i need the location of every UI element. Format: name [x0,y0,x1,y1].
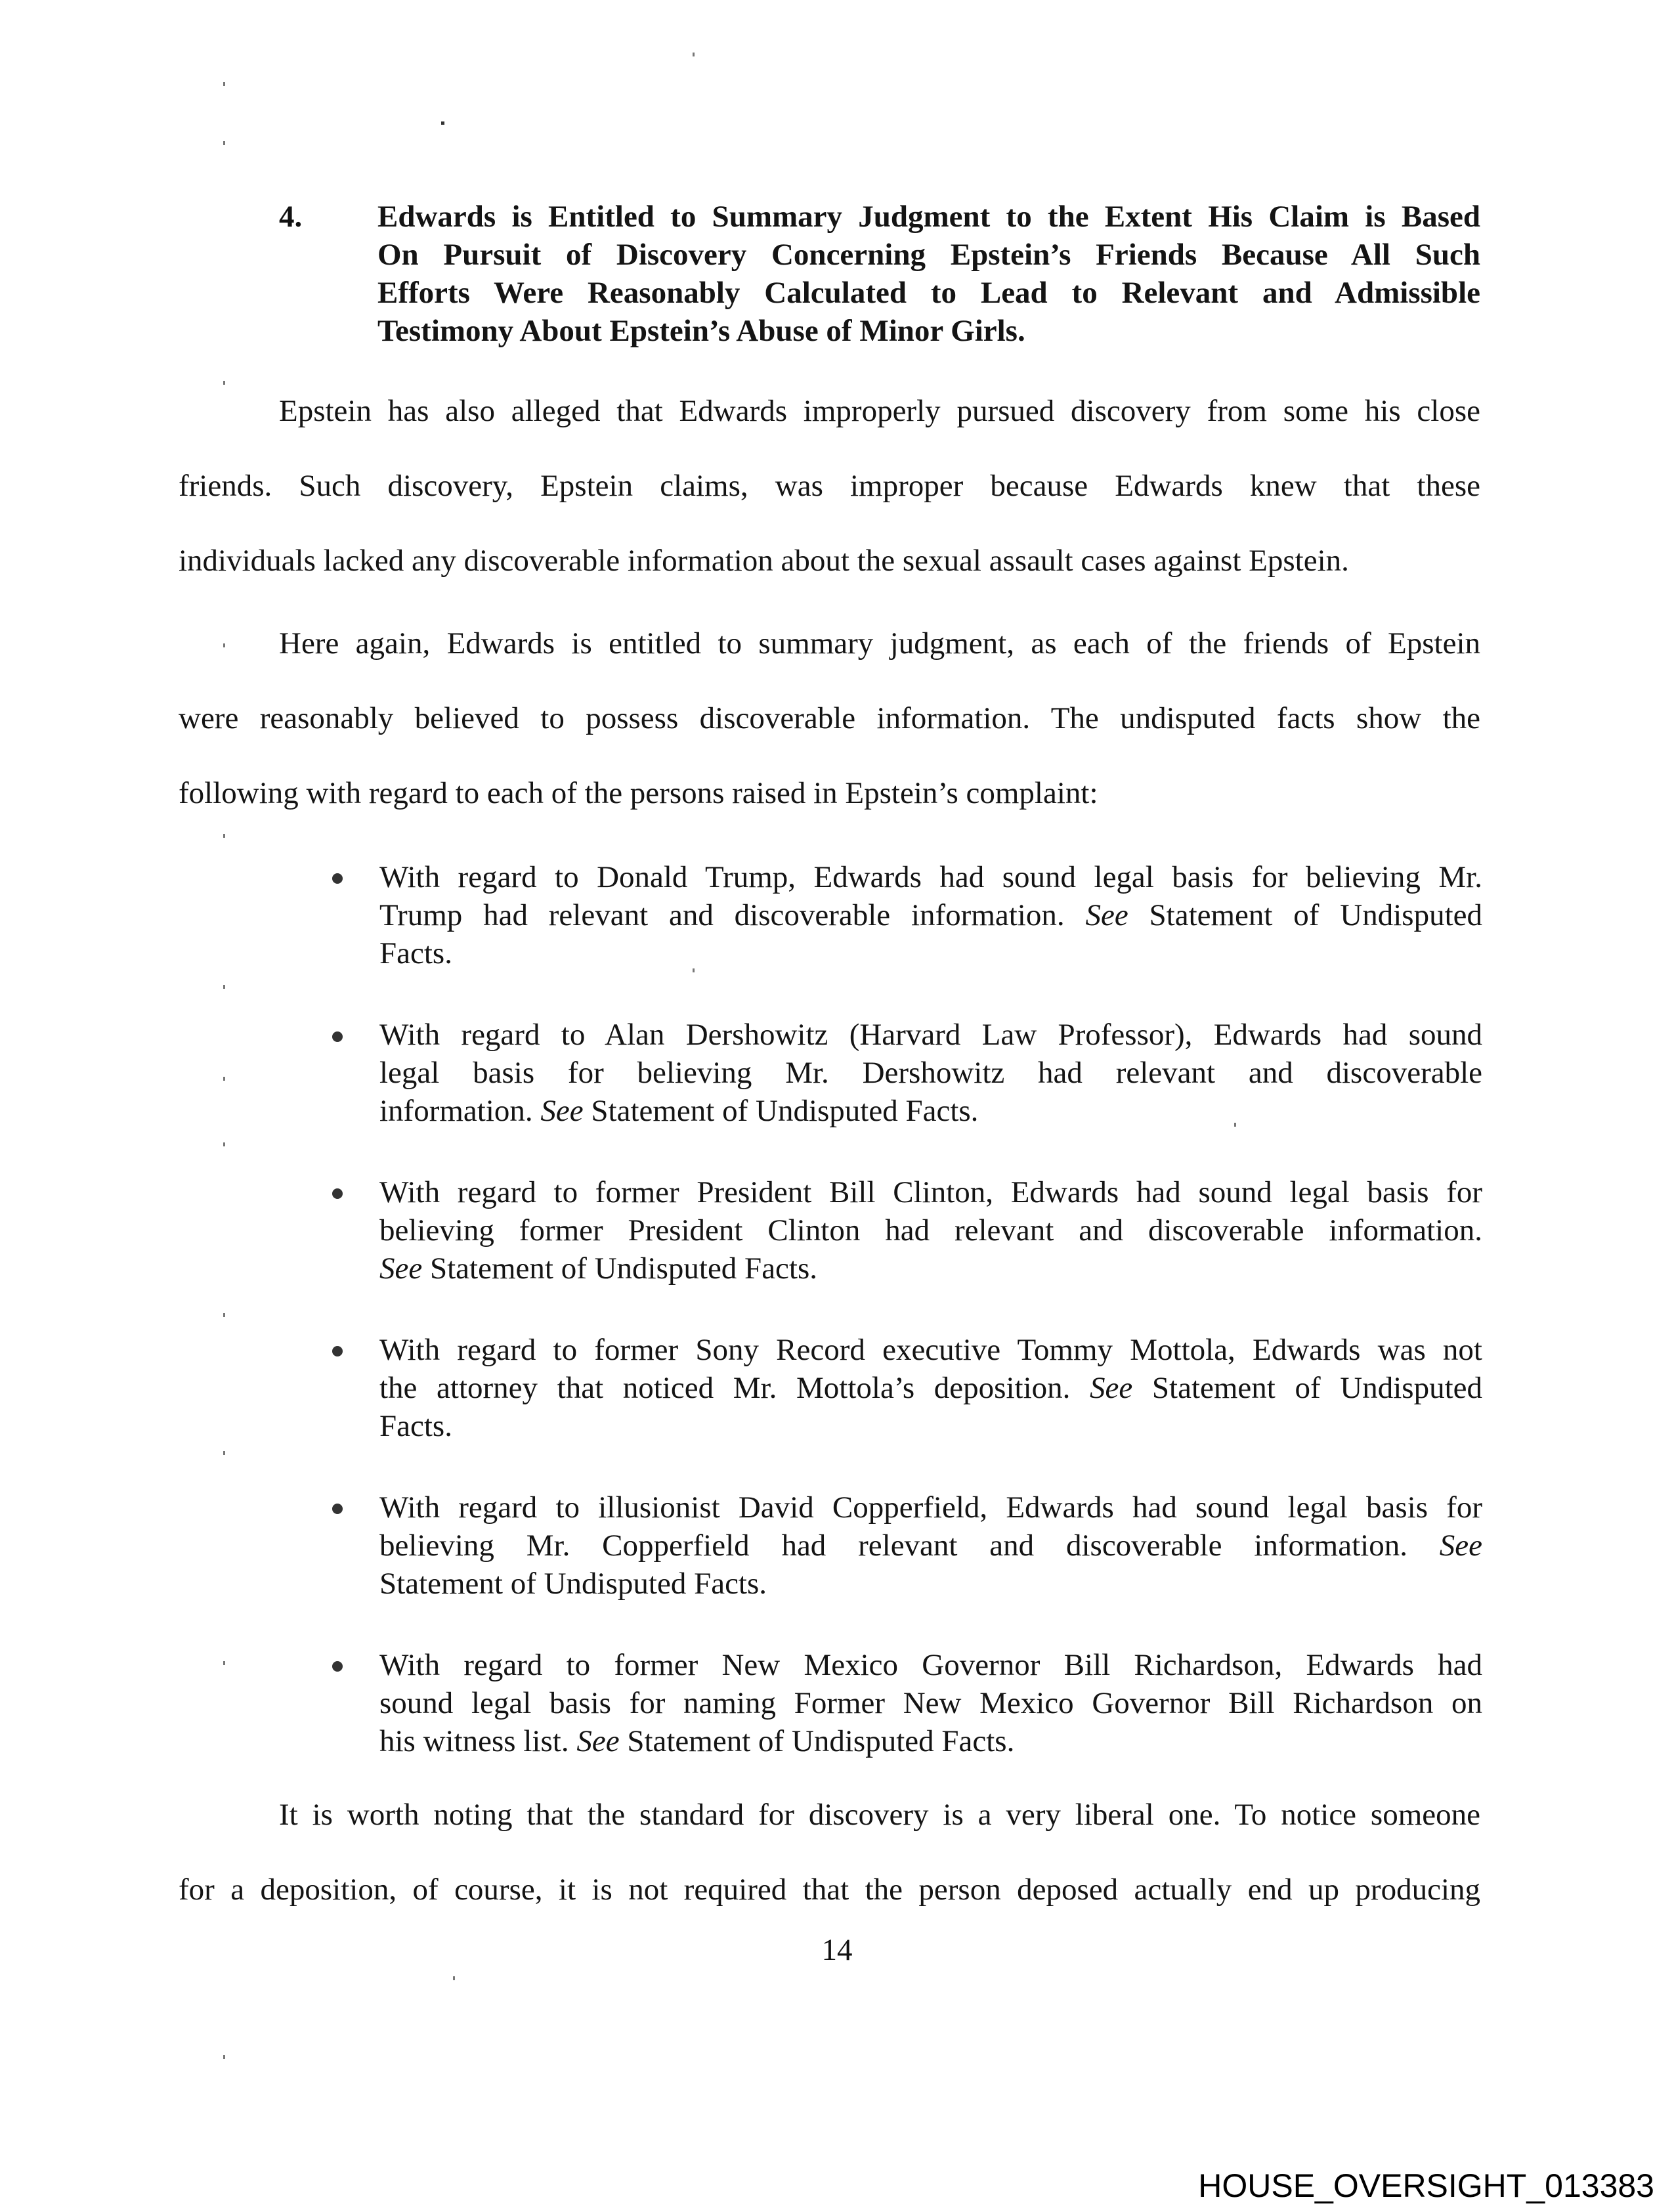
bullet-line: believing Mr. Copperfield had relevant and discoverable information. See [379,1529,1482,1563]
bullet-line: Statement of Undisputed Facts. [379,1567,767,1601]
see-signal: See [1439,1529,1482,1563]
section-heading-line: Edwards is Entitled to Summary Judgment to the Extent His Claim is Based [377,200,1480,234]
bullet-line: sound legal basis for naming Former New Mexico Governor Bill Richardson on [379,1686,1482,1720]
bullet-line: With regard to Donald Trump, Edwards had sound legal basis for believing Mr. [379,860,1482,894]
section-heading-line: Testimony About Epstein’s Abuse of Minor Girls. [377,314,1025,348]
bullet-line: With regard to former Sony Record executive Tommy Mottola, Edwards was not [379,1333,1482,1367]
paragraph-line: It is worth noting that the standard for discovery is a very liberal one. To notice someone [279,1798,1480,1832]
bullet-line: his witness list. See Statement of Undisputed Facts. [379,1724,1015,1758]
bullet-icon [332,873,343,884]
bullet-line: legal basis for believing Mr. Dershowitz had relevant and discoverable [379,1056,1482,1090]
bullet-line: Facts. [379,1409,452,1443]
paragraph-line: following with regard to each of the persons raised in Epstein’s complaint: [179,776,1098,810]
paragraph-line: were reasonably believed to possess discoverable information. The undisputed facts show the [179,701,1480,735]
bullet-icon [332,1031,343,1042]
bullet-line: believing former President Clinton had relevant and discoverable information. [379,1213,1482,1247]
see-signal: See [576,1724,620,1758]
section-heading-line: On Pursuit of Discovery Concerning Epstein’s Friends Because All Such [377,238,1480,272]
bullet-icon [332,1661,343,1672]
bates-stamp: HOUSE_OVERSIGHT_013383 [1198,2167,1654,2204]
paragraph-line: friends. Such discovery, Epstein claims, was improper because Edwards knew that these [179,469,1480,503]
bullet-line: With regard to Alan Dershowitz (Harvard Law Professor), Edwards had sound [379,1018,1482,1052]
section-heading-line: Efforts Were Reasonably Calculated to Lead to Relevant and Admissible [377,276,1480,310]
bullet-icon [332,1346,343,1356]
bullet-line: information. See Statement of Undisputed Facts. [379,1094,979,1128]
bullet-line: With regard to former President Bill Clinton, Edwards had sound legal basis for [379,1175,1482,1209]
paragraph-line: for a deposition, of course, it is not required that the person deposed actually end up producing [179,1873,1480,1907]
bullet-line: With regard to illusionist David Copperfield, Edwards had sound legal basis for [379,1490,1482,1525]
see-signal: See [540,1094,584,1128]
bullet-line: Facts. [379,936,452,970]
bullet-icon [332,1188,343,1199]
see-signal: See [1085,898,1128,932]
see-signal: See [379,1251,423,1286]
bullet-icon [332,1504,343,1514]
see-signal: See [1090,1371,1133,1405]
paragraph-line: individuals lacked any discoverable information about the sexual assault cases against Epstein. [179,544,1349,578]
bullet-line: With regard to former New Mexico Governor Bill Richardson, Edwards had [379,1648,1482,1682]
page-number: 14 [821,1933,853,1967]
bullet-line: See Statement of Undisputed Facts. [379,1251,818,1286]
paragraph-line: Here again, Edwards is entitled to summary judgment, as each of the friends of Epstein [279,626,1480,661]
bullet-line: Trump had relevant and discoverable information. See Statement of Undisputed [379,898,1482,932]
paragraph-line: Epstein has also alleged that Edwards improperly pursued discovery from some his close [279,394,1480,428]
section-number: 4. [279,200,303,234]
bullet-line: the attorney that noticed Mr. Mottola’s deposition. See Statement of Undisputed [379,1371,1482,1405]
